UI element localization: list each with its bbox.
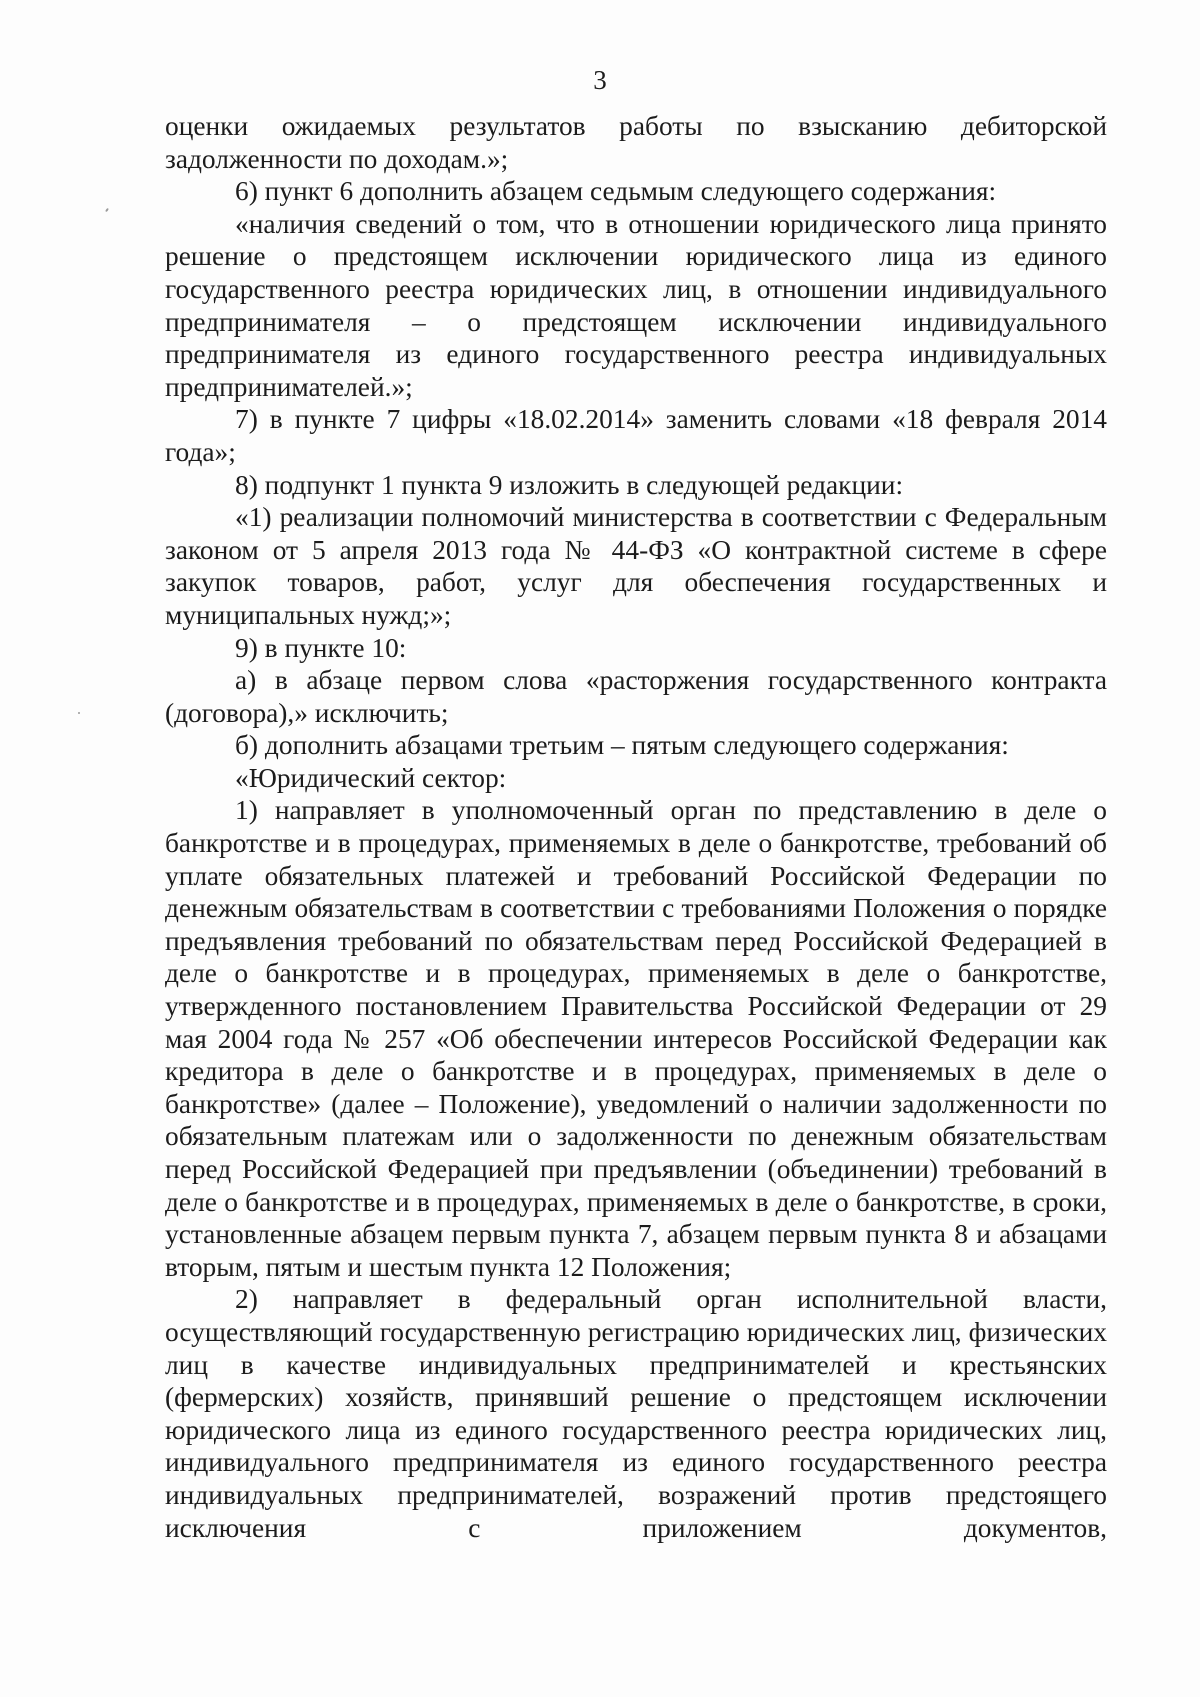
page-number: 3 — [593, 65, 607, 95]
scan-speck — [78, 712, 80, 714]
paragraph: «1) реализации полномочий министерства в соответствии с Федеральным законом от 5 апреля 2013 года № 44-ФЗ «О контрактной системе в сфере закупок товаров, работ, услуг для обеспечения государственных и муниципальных нужд;»; — [165, 502, 1107, 630]
paragraph: 8) подпункт 1 пункта 9 изложить в следующей редакции: — [235, 469, 904, 500]
paragraph: «Юридический сектор: — [235, 762, 507, 793]
scan-speck — [105, 208, 109, 212]
document-body — [165, 110, 1107, 1544]
paragraph: оценки ожидаемых результатов работы по взысканию дебиторской задолженности по доходам.»; — [165, 111, 1107, 174]
paragraph: 1) направляет в уполномоченный орган по представлению в деле о банкротстве и в процедурах, применяемых в деле о банкротстве, требований об уплате обязательных платежей и требований Российской Федерации по денежным обязательствам в соответствии с требованиями Положения о порядке предъявления требований по обязательствам перед Российской Федерацией в деле о банкротстве и в процедурах, применяемых в деле о банкротстве, утвержденного постановлением Правительства Российской Федерации от 29 мая 2004 года № 257 «Об обеспечении интересов Российской Федерации как кредитора в деле о банкротстве и в процедурах, применяемых в деле о банкротстве» (далее – Положение), уведомлений о наличии задолженности по обязательным платежам или о задолженности по денежным обязательствам перед Российской Федерацией при предъявлении (объединении) требований в деле о банкротстве и в процедурах, применяемых в деле о банкротстве, в сроки, установленные абзацем первым пункта 7, абзацем первым пункта 8 и абзацами вторым, пятым и шестым пункта 12 Положения; — [165, 795, 1107, 1282]
paragraph: 6) пункт 6 дополнить абзацем седьмым следующего содержания: — [235, 176, 997, 207]
paragraph: б) дополнить абзацами третьим – пятым следующего содержания: — [235, 730, 1009, 761]
paragraph: 7) в пункте 7 цифры «18.02.2014» заменить словами «18 февраля 2014 года»; — [165, 404, 1107, 467]
paragraph: 2) направляет в федеральный орган исполнительной власти, осуществляющий государственную регистрацию юридических лиц, физических лиц в качестве индивидуальных предпринимателей и крестьянских (фермерских) хозяйств, принявший решение о предстоящем исключении юридического лица из единого государственного реестра юридических лиц, индивидуального предпринимателя из единого государственного реестра индивидуальных предпринимателей, возражений против предстоящего исключения с приложением документов, — [165, 1284, 1107, 1543]
paragraph: 9) в пункте 10: — [235, 632, 407, 663]
paragraph: а) в абзаце первом слова «расторжения государственного контракта (договора),» исключить; — [165, 665, 1107, 728]
paragraph: «наличия сведений о том, что в отношении юридического лица принято решение о предстоящем исключении юридического лица из единого государственного реестра юридических лиц, в отношении индивидуального предпринимателя – о предстоящем исключении индивидуального предпринимателя из единого государственного реестра индивидуальных предпринимателей.»; — [165, 208, 1107, 402]
